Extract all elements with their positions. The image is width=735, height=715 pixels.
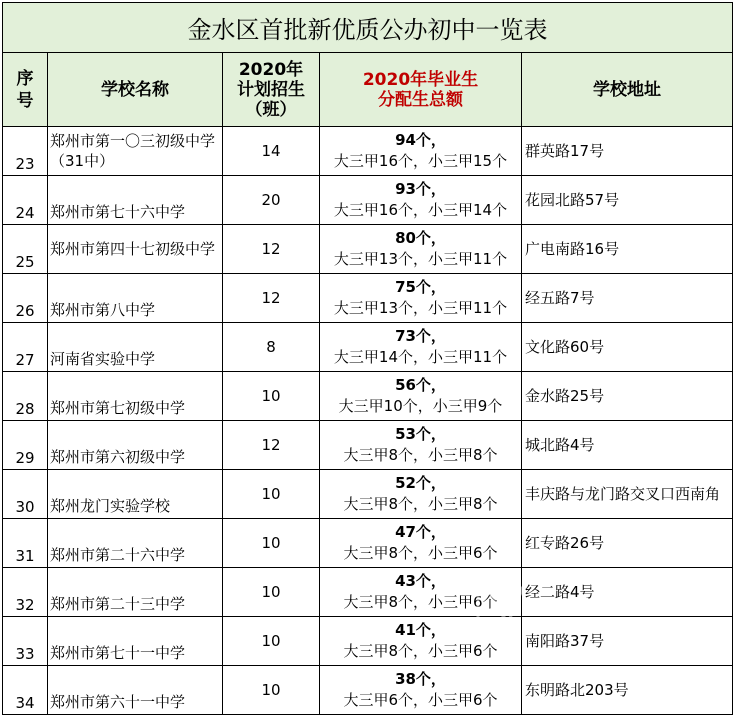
cell-index: 29 — [3, 421, 48, 470]
cell-school-name: 郑州市第六初级中学 — [48, 421, 223, 470]
cell-plan: 12 — [223, 274, 320, 323]
quota-total: 43个， — [395, 572, 446, 590]
header-quota-line2: 分配生总额 — [378, 89, 463, 110]
cell-index: 27 — [3, 323, 48, 372]
table-row — [3, 617, 733, 666]
quota-detail: 大三甲8个，小三甲6个 — [343, 642, 498, 660]
header-plan-line2: 计划招生 — [237, 79, 305, 100]
cell-address: 南阳路37号 — [522, 617, 733, 666]
cell-school-name: 郑州市第七十六中学 — [48, 176, 223, 225]
quota-detail: 大三甲16个，小三甲14个 — [333, 201, 508, 219]
quota-total: 56个， — [395, 376, 446, 394]
cell-index: 24 — [3, 176, 48, 225]
quota-detail: 大三甲10个，小三甲9个 — [338, 397, 503, 415]
quota-detail: 大三甲8个，小三甲8个 — [343, 495, 498, 513]
quota-total: 53个， — [395, 425, 446, 443]
cell-index: 28 — [3, 372, 48, 421]
quota-total: 41个， — [395, 621, 446, 639]
header-quota — [320, 53, 522, 127]
quota-detail: 大三甲6个，小三甲6个 — [343, 691, 498, 709]
cell-quota — [320, 568, 522, 617]
cell-school-name: 郑州龙门实验学校 — [48, 470, 223, 519]
cell-quota — [320, 470, 522, 519]
cell-address: 金水路25号 — [522, 372, 733, 421]
school-table — [2, 2, 733, 715]
cell-index: 25 — [3, 225, 48, 274]
cell-address: 经二路4号 — [522, 568, 733, 617]
cell-school-name: 郑州市第一〇三初级中学（31中） — [48, 127, 223, 176]
cell-school-name: 郑州市第四十七初级中学 — [48, 225, 223, 274]
table-row — [3, 519, 733, 568]
cell-plan: 10 — [223, 568, 320, 617]
quota-detail: 大三甲8个，小三甲6个 — [343, 544, 498, 562]
cell-index: 32 — [3, 568, 48, 617]
cell-plan: 10 — [223, 666, 320, 715]
table-row — [3, 323, 733, 372]
cell-quota — [320, 323, 522, 372]
quota-total: 47个， — [395, 523, 446, 541]
cell-quota — [320, 274, 522, 323]
table-row — [3, 127, 733, 176]
header-plan — [223, 53, 320, 127]
cell-address: 红专路26号 — [522, 519, 733, 568]
cell-plan: 10 — [223, 470, 320, 519]
cell-plan: 8 — [223, 323, 320, 372]
cell-plan: 12 — [223, 421, 320, 470]
quota-detail: 大三甲13个，小三甲11个 — [333, 299, 508, 317]
cell-address: 花园北路57号 — [522, 176, 733, 225]
table-row — [3, 421, 733, 470]
cell-school-name: 郑州市第七初级中学 — [48, 372, 223, 421]
cell-index: 30 — [3, 470, 48, 519]
cell-quota — [320, 372, 522, 421]
cell-address: 经五路7号 — [522, 274, 733, 323]
cell-plan: 10 — [223, 372, 320, 421]
watermark-sub: qzbang.com — [550, 619, 606, 629]
header-index: 序号 — [3, 53, 48, 127]
watermark-text: 家长 — [588, 577, 648, 612]
table-row — [3, 225, 733, 274]
cell-address: 东明路北203号 — [522, 666, 733, 715]
quota-total: 94个， — [395, 131, 446, 149]
header-plan-line3: （班） — [245, 99, 297, 120]
table-row — [3, 666, 733, 715]
quota-total: 80个， — [395, 229, 446, 247]
cell-school-name: 郑州市第七十一中学 — [48, 617, 223, 666]
quota-detail: 大三甲8个，小三甲6个 — [343, 593, 498, 611]
cell-plan: 14 — [223, 127, 320, 176]
table-row — [3, 372, 733, 421]
quota-total: 75个， — [395, 278, 446, 296]
cell-index: 31 — [3, 519, 48, 568]
quota-detail: 大三甲8个，小三甲8个 — [343, 446, 498, 464]
cell-school-name: 郑州市第二十三中学 — [48, 568, 223, 617]
cell-address: 丰庆路与龙门路交叉口西南角 — [522, 470, 733, 519]
header-address: 学校地址 — [522, 53, 733, 127]
cell-quota — [320, 176, 522, 225]
table-row — [3, 470, 733, 519]
cell-quota — [320, 225, 522, 274]
cell-index: 26 — [3, 274, 48, 323]
cell-quota — [320, 519, 522, 568]
cell-quota — [320, 666, 522, 715]
cell-school-name: 河南省实验中学 — [48, 323, 223, 372]
quota-total: 73个， — [395, 327, 446, 345]
table-title: 金水区首批新优质公办初中一览表 — [3, 3, 733, 53]
quota-total: 52个， — [395, 474, 446, 492]
quota-detail: 大三甲16个，小三甲15个 — [333, 152, 508, 170]
cell-index: 33 — [3, 617, 48, 666]
header-quota-line1: 2020年毕业生 — [362, 69, 479, 90]
cell-plan: 10 — [223, 617, 320, 666]
cell-address: 城北路4号 — [522, 421, 733, 470]
quota-total: 38个， — [395, 670, 446, 688]
cell-school-name: 郑州市第六十一中学 — [48, 666, 223, 715]
cell-quota — [320, 617, 522, 666]
quota-total: 93个， — [395, 180, 446, 198]
cell-plan: 10 — [223, 519, 320, 568]
cell-plan: 20 — [223, 176, 320, 225]
cell-quota — [320, 127, 522, 176]
cell-address: 广电南路16号 — [522, 225, 733, 274]
cell-index: 34 — [3, 666, 48, 715]
table-row — [3, 176, 733, 225]
title-row — [3, 3, 733, 53]
cell-address: 群英路17号 — [522, 127, 733, 176]
header-row — [3, 53, 733, 127]
header-plan-line1: 2020年 — [238, 59, 304, 80]
quota-detail: 大三甲13个，小三甲11个 — [333, 250, 508, 268]
table-row — [3, 274, 733, 323]
quota-detail: 大三甲14个，小三甲11个 — [333, 348, 508, 366]
cell-plan: 12 — [223, 225, 320, 274]
cell-index: 23 — [3, 127, 48, 176]
table-row — [3, 568, 733, 617]
cell-address: 文化路60号 — [522, 323, 733, 372]
cell-school-name: 郑州市第二十六中学 — [48, 519, 223, 568]
cell-quota — [320, 421, 522, 470]
cell-school-name: 郑州市第八中学 — [48, 274, 223, 323]
header-school: 学校名称 — [48, 53, 223, 127]
